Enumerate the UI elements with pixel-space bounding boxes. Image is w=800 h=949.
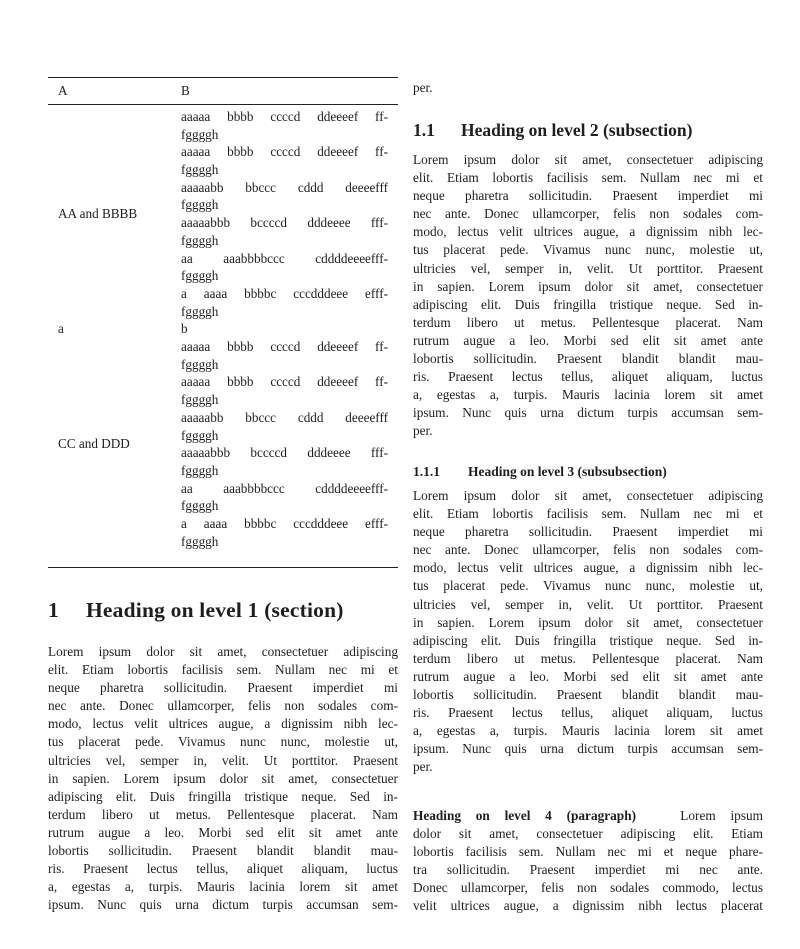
table-cell-line: a aaaa bbbbc cccdddeee efff- <box>181 285 388 301</box>
subsection-title: Heading on level 2 (subsection) <box>461 120 693 140</box>
section-title: Heading on level 1 (section) <box>86 598 344 622</box>
text-line: ipsum. Nunc quis urna dictum turpis accumsan sem- <box>413 741 763 757</box>
text-line: in sapien. Lorem ipsum dolor sit amet, consectetuer <box>413 278 763 294</box>
text-line: a, egestas a, turpis. Mauris lacinia lorem sit amet <box>48 879 398 895</box>
text-line: modo, lectus velit ultrices augue, a dignissim nibh lec- <box>48 716 398 732</box>
text-line: per. <box>413 759 433 775</box>
paragraph-heading: Heading on level 4 (paragraph) <box>413 808 637 823</box>
text-line: modo, lectus velit ultrices augue, a dignissim nibh lec- <box>413 560 763 576</box>
table-cell-line: aaaaabb bbccc cddd deeeefff <box>181 409 388 425</box>
table-cell-b <box>181 108 388 320</box>
section-paragraph-continuation <box>413 79 763 97</box>
text-line: velit ultrices augue, a dignissim nibh lectus placerat <box>413 898 763 914</box>
text-line: lobortis sollicitudin. Praesent blandit blandit mau- <box>48 843 398 859</box>
table-cell-line: fggggh <box>181 498 219 514</box>
table-cell-line: aaaaabbb bccccd dddeeee fff- <box>181 445 388 461</box>
text-line: Donec ullamcorper, felis non sodales commodo, lectus <box>413 880 763 896</box>
text-line: ipsum. Nunc quis urna dictum turpis accumsan sem- <box>48 897 398 913</box>
paragraph-first-line-text: Lorem ipsum <box>680 808 763 823</box>
subsubsection-heading <box>413 464 667 480</box>
subsubsection-paragraph <box>413 487 763 777</box>
left-column <box>48 0 398 949</box>
table-cell-line: fggggh <box>181 232 219 248</box>
paragraph-first-line <box>413 807 763 825</box>
text-line: lobortis sollicitudin. Praesent blandit blandit mau- <box>413 687 763 703</box>
section-heading <box>48 598 344 623</box>
paragraph-block <box>413 807 763 916</box>
text-line: Lorem ipsum dolor sit amet, consectetuer adipiscing <box>48 644 398 659</box>
text-line: neque pharetra sollicitudin. Praesent imperdiet mi <box>413 524 763 540</box>
continuation-line: per. <box>413 80 433 95</box>
table-cell-line: aaaaabbb bccccd dddeeee fff- <box>181 215 388 231</box>
text-line: modo, lectus velit ultrices augue, a dignissim nibh lec- <box>413 224 763 240</box>
table-bottom-rule <box>48 567 398 568</box>
text-line: tus placerat pede. Vivamus nunc nunc, molestie ut, <box>413 242 763 258</box>
text-line: terdum libero ut metus. Pellentesque placerat. Nam <box>413 314 763 330</box>
text-line: tra sollicitudin. Praesent imperdiet mi nec ante. <box>413 862 763 878</box>
text-line: nec ante. Donec ullamcorper, felis non sodales com- <box>48 698 398 714</box>
text-line: nec ante. Donec ullamcorper, felis non sodales com- <box>413 206 763 222</box>
subsection-number: 1.1 <box>413 120 435 140</box>
text-line: adipiscing elit. Duis fringilla tristique neque. Sed in- <box>413 296 763 312</box>
table-cell-line: fggggh <box>181 268 219 284</box>
table-cell-b <box>181 338 388 550</box>
table-cell-line: fggggh <box>181 427 219 443</box>
text-line: ipsum. Nunc quis urna dictum turpis accumsan sem- <box>413 405 763 421</box>
table-cell-line: aaaaa bbbb ccccd ddeeeef ff- <box>181 339 388 355</box>
table-cell-line: fggggh <box>181 392 219 408</box>
table-cell-b <box>181 320 388 338</box>
text-line: lobortis facilisis sem. Nullam nec mi et neque phare- <box>413 844 763 860</box>
text-line: tus placerat pede. Vivamus nunc nunc, molestie ut, <box>48 734 398 750</box>
text-line: dolor sit amet, consectetuer adipiscing elit. Etiam <box>413 826 763 842</box>
table-cell-line: aaaaa bbbb ccccd ddeeeef ff- <box>181 109 388 124</box>
text-line: ultricies vel, semper in, velit. Ut porttitor. Praesent <box>413 260 763 276</box>
table-cell-line: a aaaa bbbbc cccdddeee efff- <box>181 515 388 531</box>
text-line: terdum libero ut metus. Pellentesque placerat. Nam <box>413 650 763 666</box>
text-line: adipiscing elit. Duis fringilla tristique neque. Sed in- <box>413 632 763 648</box>
table-cell-line: fggggh <box>181 303 219 319</box>
table-cell-line: fggggh <box>181 462 219 478</box>
text-line: rutrum augue a leo. Morbi sed elit sit amet ante <box>48 824 398 840</box>
text-line: neque pharetra sollicitudin. Praesent imperdiet mi <box>48 680 398 696</box>
table-cell-line: aaaaa bbbb ccccd ddeeeef ff- <box>181 374 388 390</box>
text-line: ris. Praesent lectus tellus, aliquet aliquam, luctus <box>48 861 398 877</box>
table-cell-line: aaaaabb bbccc cddd deeeefff <box>181 179 388 195</box>
text-line: a, egestas a, turpis. Mauris lacinia lorem sit amet <box>413 723 763 739</box>
table-mid-rule <box>48 104 398 105</box>
text-line: lobortis sollicitudin. Praesent blandit blandit mau- <box>413 351 763 367</box>
text-line: ris. Praesent lectus tellus, aliquet aliquam, luctus <box>413 369 763 385</box>
text-line: elit. Etiam lobortis facilisis sem. Nullam nec mi et <box>48 662 398 678</box>
text-line: terdum libero ut metus. Pellentesque placerat. Nam <box>48 806 398 822</box>
text-line: ultricies vel, semper in, velit. Ut porttitor. Praesent <box>413 596 763 612</box>
text-line: neque pharetra sollicitudin. Praesent imperdiet mi <box>413 188 763 204</box>
table-header-a: A <box>58 83 68 98</box>
table-cell-line: fggggh <box>181 533 219 549</box>
text-line: per. <box>413 423 433 439</box>
table-cell-a: a <box>58 321 64 337</box>
text-line: rutrum augue a leo. Morbi sed elit sit amet ante <box>413 668 763 684</box>
text-line: elit. Etiam lobortis facilisis sem. Nullam nec mi et <box>413 506 763 522</box>
table-cell-a: CC and DDD <box>58 436 130 452</box>
text-line: nec ante. Donec ullamcorper, felis non sodales com- <box>413 542 763 558</box>
text-line: Lorem ipsum dolor sit amet, consectetuer adipiscing <box>413 152 763 167</box>
table-top-rule <box>48 77 398 78</box>
text-line: adipiscing elit. Duis fringilla tristique neque. Sed in- <box>48 788 398 804</box>
table-cell-line: fggggh <box>181 356 219 372</box>
section-number: 1 <box>48 598 59 622</box>
table-cell-line: aa aaabbbbccc cddddeeeefff- <box>181 250 388 266</box>
right-column <box>413 0 763 949</box>
text-line: tus placerat pede. Vivamus nunc nunc, molestie ut, <box>413 578 763 594</box>
subsubsection-number: 1.1.1 <box>413 464 440 479</box>
table-cell-line: fggggh <box>181 126 219 142</box>
paragraph-lines <box>413 825 763 915</box>
text-line: elit. Etiam lobortis facilisis sem. Nullam nec mi et <box>413 170 763 186</box>
table-cell-line: fggggh <box>181 162 219 178</box>
text-line: in sapien. Lorem ipsum dolor sit amet, consectetuer <box>48 770 398 786</box>
subsubsection-title: Heading on level 3 (subsubsection) <box>468 464 667 479</box>
text-line: Lorem ipsum dolor sit amet, consectetuer adipiscing <box>413 488 763 503</box>
table-cell-line: aa aaabbbbccc cddddeeeefff- <box>181 480 388 496</box>
text-line: rutrum augue a leo. Morbi sed elit sit amet ante <box>413 332 763 348</box>
table-header-b: B <box>181 83 190 98</box>
table-cell-line: fggggh <box>181 197 219 213</box>
text-line: ultricies vel, semper in, velit. Ut porttitor. Praesent <box>48 752 398 768</box>
table-cell-line: b <box>181 321 188 337</box>
text-line: ris. Praesent lectus tellus, aliquet aliquam, luctus <box>413 705 763 721</box>
subsection-paragraph <box>413 151 763 441</box>
table-cell-line: aaaaa bbbb ccccd ddeeeef ff- <box>181 144 388 160</box>
text-line: in sapien. Lorem ipsum dolor sit amet, consectetuer <box>413 614 763 630</box>
text-line: a, egestas a, turpis. Mauris lacinia lorem sit amet <box>413 387 763 403</box>
section-paragraph <box>48 643 398 914</box>
table-cell-a: AA and BBBB <box>58 206 138 222</box>
subsection-heading <box>413 120 692 141</box>
